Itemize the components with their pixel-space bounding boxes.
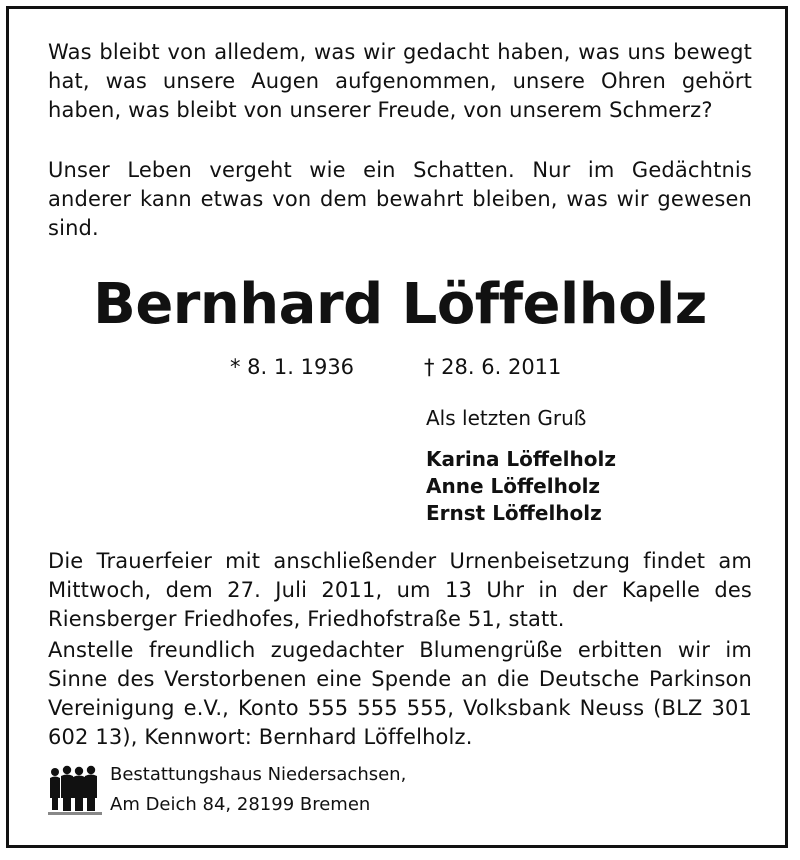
donation-text: Anstelle freundlich zugedachter Blumengrüße erbitten wir im Sinne des Verstorbenen eine Spende an die Deutsche Parkinson Vereinigung e.V., Konto 555 555 555, Volksbank Neuss (BLZ 301 602 13), Kennwort: Bernhard Löffelholz.: [48, 638, 752, 749]
poem-text-2: Unser Leben vergeht wie ein Schatten. Nur im Gedächtnis anderer kann etwas von dem bewahrt bleiben, was wir gewesen sind.: [48, 158, 752, 240]
poem-text-1: Was bleibt von alledem, was wir gedacht haben, was uns bewegt hat, was unsere Augen aufgenommen, unsere Ohren gehört haben, was bleibt von unserer Freude, von unserem Schmerz?: [48, 40, 752, 122]
funeral-text: Die Trauerfeier mit anschließender Urnenbeisetzung findet am Mittwoch, dem 27. Juli 2011, um 13 Uhr in der Kapelle des Riensberger Friedhofes, Friedhofstraße 51, statt.: [48, 549, 752, 631]
mourners-silhouette-icon: [48, 764, 102, 816]
funeral-home-street: Am Deich 84, 28199 Bremen: [110, 794, 371, 815]
death-date: † 28. 6. 2011: [424, 355, 562, 379]
funeral-announcement: [48, 547, 752, 634]
donation-request: [48, 636, 752, 752]
funeral-home-footer: [48, 760, 548, 820]
mourner-name: Ernst Löffelholz: [426, 501, 602, 525]
funeral-home-name: Bestattungshaus Niedersachsen,: [110, 764, 407, 785]
mourner-name: Karina Löffelholz: [426, 447, 616, 471]
farewell-greeting: Als letzten Gruß: [426, 406, 587, 430]
poem-paragraph-1: [48, 38, 752, 125]
deceased-name: Bernhard Löffelholz: [93, 272, 707, 337]
mourner-name: Anne Löffelholz: [426, 474, 601, 498]
mourners-block: [426, 404, 756, 527]
funeral-home-address: [110, 760, 406, 820]
poem-paragraph-2: [48, 156, 752, 243]
birth-date: * 8. 1. 1936: [230, 355, 355, 379]
